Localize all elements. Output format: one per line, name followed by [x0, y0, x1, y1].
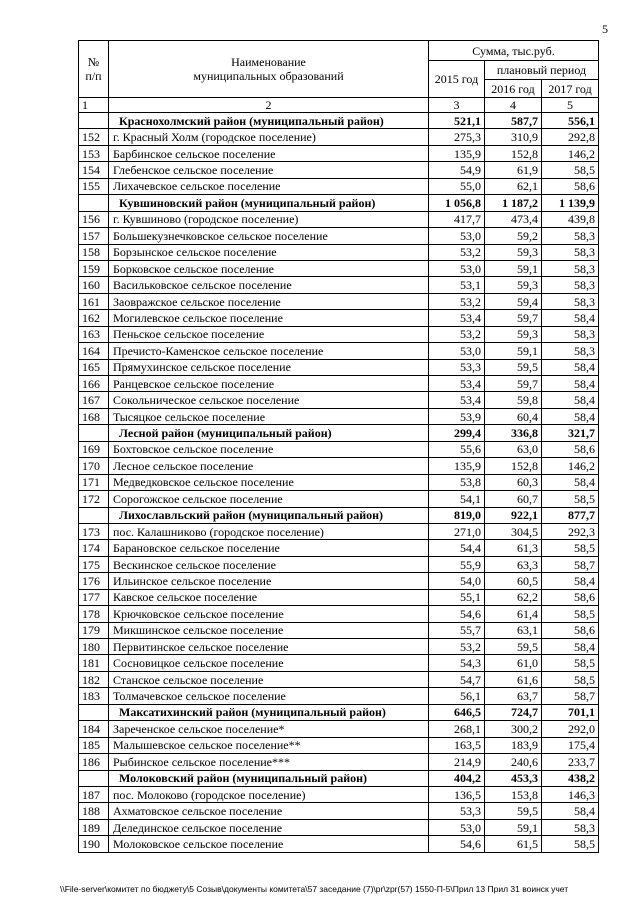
settlement-row — [79, 819, 599, 835]
row-number: 154 — [79, 162, 109, 178]
settlement-row — [79, 622, 599, 638]
row-number: 182 — [79, 671, 109, 687]
value-2015: 54,7 — [429, 671, 485, 687]
value-2016: 61,6 — [485, 671, 542, 687]
settlement-row — [79, 343, 599, 359]
settlement-row — [79, 277, 599, 293]
value-2015: 55,7 — [429, 622, 485, 638]
value-2015: 54,3 — [429, 655, 485, 671]
settlement-row — [79, 392, 599, 408]
row-number: 166 — [79, 376, 109, 392]
row-number: 172 — [79, 491, 109, 507]
value-2015: 54,6 — [429, 606, 485, 622]
value-2015: 55,6 — [429, 441, 485, 457]
col-number-2: 2 — [109, 98, 429, 113]
settlement-row — [79, 162, 599, 178]
municipality-name: Вескинское сельское поселение — [109, 556, 429, 572]
value-2017: 877,7 — [542, 507, 599, 523]
municipality-name: Сорогожское сельское поселение — [109, 491, 429, 507]
municipality-name: Лесной район (муниципальный район) — [109, 425, 429, 441]
district-total-row — [79, 704, 599, 720]
value-2017: 58,5 — [542, 655, 599, 671]
row-number — [79, 195, 109, 211]
municipality-name: Малышевское сельское поселение** — [109, 737, 429, 753]
municipality-name: Сосновицкое сельское поселение — [109, 655, 429, 671]
value-2015: 53,4 — [429, 376, 485, 392]
value-2017: 146,3 — [542, 786, 599, 802]
settlement-row — [79, 721, 599, 737]
value-2016: 304,5 — [485, 523, 542, 539]
municipality-name: Рыбинское сельское поселение*** — [109, 754, 429, 770]
value-2016: 59,5 — [485, 639, 542, 655]
value-2015: 521,1 — [429, 113, 485, 129]
header-num: № п/п — [79, 41, 109, 98]
value-2017: 58,4 — [542, 392, 599, 408]
row-number: 186 — [79, 754, 109, 770]
value-2017: 58,4 — [542, 376, 599, 392]
value-2017: 439,8 — [542, 211, 599, 227]
municipality-name: Борковское сельское поселение — [109, 260, 429, 276]
value-2017: 58,4 — [542, 310, 599, 326]
header-2016: 2016 год — [485, 80, 542, 98]
settlement-row — [79, 441, 599, 457]
settlement-row — [79, 655, 599, 671]
value-2016: 63,1 — [485, 622, 542, 638]
row-number — [79, 425, 109, 441]
municipality-name: Пеньское сельское поселение — [109, 326, 429, 342]
settlement-row — [79, 145, 599, 161]
value-2015: 53,1 — [429, 277, 485, 293]
value-2017: 58,4 — [542, 803, 599, 819]
row-number: 164 — [79, 343, 109, 359]
settlement-row — [79, 359, 599, 375]
settlement-row — [79, 129, 599, 145]
value-2016: 59,3 — [485, 244, 542, 260]
row-number: 189 — [79, 819, 109, 835]
value-2016: 63,7 — [485, 688, 542, 704]
value-2017: 58,3 — [542, 293, 599, 309]
row-number: 188 — [79, 803, 109, 819]
value-2017: 58,4 — [542, 639, 599, 655]
value-2015: 268,1 — [429, 721, 485, 737]
district-total-row — [79, 425, 599, 441]
row-number: 160 — [79, 277, 109, 293]
municipality-name: Ранцевское сельское поселение — [109, 376, 429, 392]
value-2017: 58,3 — [542, 343, 599, 359]
municipality-name: Крючковское сельское поселение — [109, 606, 429, 622]
row-number: 163 — [79, 326, 109, 342]
value-2016: 59,2 — [485, 228, 542, 244]
value-2017: 292,0 — [542, 721, 599, 737]
value-2016: 310,9 — [485, 129, 542, 145]
value-2015: 54,0 — [429, 573, 485, 589]
municipality-name: Заовражское сельское поселение — [109, 293, 429, 309]
row-number: 176 — [79, 573, 109, 589]
municipality-name: Делединское сельское поселение — [109, 819, 429, 835]
municipality-name: Зареченское сельское поселение* — [109, 721, 429, 737]
value-2015: 646,5 — [429, 704, 485, 720]
municipality-name: Тысяцкое сельское поселение — [109, 408, 429, 424]
row-number: 183 — [79, 688, 109, 704]
value-2016: 59,1 — [485, 819, 542, 835]
value-2015: 275,3 — [429, 129, 485, 145]
settlement-row — [79, 737, 599, 753]
file-path-footer: \\File-server\комитет по бюджету\5 Созыв\документы комитета\57 заседание (7)\pr\zpr(57) 1550-П-5\Прил 13 Прил 31 воинск учет — [60, 884, 569, 894]
settlement-row — [79, 523, 599, 539]
row-number: 187 — [79, 786, 109, 802]
value-2017: 58,5 — [542, 671, 599, 687]
municipality-name: г. Красный Холм (городское поселение) — [109, 129, 429, 145]
settlement-row — [79, 474, 599, 490]
value-2015: 271,0 — [429, 523, 485, 539]
municipality-name: Большекузнечковское сельское поселение — [109, 228, 429, 244]
municipality-name: Первитинское сельское поселение — [109, 639, 429, 655]
municipality-name: Ахматовское сельское поселение — [109, 803, 429, 819]
value-2015: 135,9 — [429, 145, 485, 161]
value-2015: 54,1 — [429, 491, 485, 507]
value-2016: 59,3 — [485, 326, 542, 342]
value-2016: 62,1 — [485, 178, 542, 194]
row-number: 165 — [79, 359, 109, 375]
row-number: 174 — [79, 540, 109, 556]
header-2017: 2017 год — [542, 80, 599, 98]
page-number: 5 — [602, 22, 608, 36]
value-2017: 58,5 — [542, 836, 599, 852]
settlement-row — [79, 244, 599, 260]
value-2017: 58,6 — [542, 441, 599, 457]
value-2016: 240,6 — [485, 754, 542, 770]
municipality-name: г. Кувшиново (городское поселение) — [109, 211, 429, 227]
row-number — [79, 704, 109, 720]
value-2017: 58,5 — [542, 606, 599, 622]
settlement-row — [79, 408, 599, 424]
municipality-name: Медведковское сельское поселение — [109, 474, 429, 490]
col-number-1: 1 — [79, 98, 109, 113]
value-2016: 1 187,2 — [485, 195, 542, 211]
row-number: 185 — [79, 737, 109, 753]
row-number: 181 — [79, 655, 109, 671]
row-number: 180 — [79, 639, 109, 655]
row-number: 179 — [79, 622, 109, 638]
row-number: 177 — [79, 589, 109, 605]
settlement-row — [79, 310, 599, 326]
settlement-row — [79, 178, 599, 194]
header-2015: 2015 год — [429, 61, 485, 98]
municipality-name: Глебенское сельское поселение — [109, 162, 429, 178]
settlement-row — [79, 211, 599, 227]
value-2016: 724,7 — [485, 704, 542, 720]
row-number: 169 — [79, 441, 109, 457]
settlement-row — [79, 786, 599, 802]
row-number: 167 — [79, 392, 109, 408]
value-2017: 58,4 — [542, 573, 599, 589]
value-2015: 53,4 — [429, 310, 485, 326]
value-2017: 58,3 — [542, 228, 599, 244]
value-2016: 59,3 — [485, 277, 542, 293]
value-2017: 58,4 — [542, 408, 599, 424]
value-2016: 922,1 — [485, 507, 542, 523]
value-2017: 321,7 — [542, 425, 599, 441]
value-2017: 58,3 — [542, 819, 599, 835]
value-2015: 53,4 — [429, 392, 485, 408]
municipality-name: Кувшиновский район (муниципальный район) — [109, 195, 429, 211]
value-2015: 53,0 — [429, 228, 485, 244]
value-2017: 175,4 — [542, 737, 599, 753]
district-total-row — [79, 770, 599, 786]
municipality-name: Прямухинское сельское поселение — [109, 359, 429, 375]
municipality-name: Могилевское сельское поселение — [109, 310, 429, 326]
value-2016: 63,0 — [485, 441, 542, 457]
district-total-row — [79, 507, 599, 523]
value-2017: 58,4 — [542, 359, 599, 375]
value-2015: 417,7 — [429, 211, 485, 227]
row-number — [79, 113, 109, 129]
value-2016: 60,7 — [485, 491, 542, 507]
value-2017: 58,3 — [542, 277, 599, 293]
settlement-row — [79, 639, 599, 655]
municipality-name: пос. Молоково (городское поселение) — [109, 786, 429, 802]
value-2016: 59,1 — [485, 260, 542, 276]
value-2017: 1 139,9 — [542, 195, 599, 211]
settlement-row — [79, 573, 599, 589]
municipality-name: Борзынское сельское поселение — [109, 244, 429, 260]
municipality-name: Барановское сельское поселение — [109, 540, 429, 556]
value-2016: 60,4 — [485, 408, 542, 424]
value-2016: 61,9 — [485, 162, 542, 178]
district-total-row — [79, 195, 599, 211]
value-2015: 53,0 — [429, 819, 485, 835]
row-number: 190 — [79, 836, 109, 852]
value-2015: 53,0 — [429, 343, 485, 359]
row-number: 159 — [79, 260, 109, 276]
row-number: 153 — [79, 145, 109, 161]
municipality-name: Барбинское сельское поселение — [109, 145, 429, 161]
settlement-row — [79, 803, 599, 819]
value-2017: 292,8 — [542, 129, 599, 145]
value-2016: 59,5 — [485, 803, 542, 819]
row-number: 173 — [79, 523, 109, 539]
value-2017: 58,3 — [542, 260, 599, 276]
value-2017: 701,1 — [542, 704, 599, 720]
value-2015: 55,9 — [429, 556, 485, 572]
settlement-row — [79, 671, 599, 687]
value-2016: 59,1 — [485, 343, 542, 359]
value-2016: 587,7 — [485, 113, 542, 129]
row-number: 156 — [79, 211, 109, 227]
value-2017: 233,7 — [542, 754, 599, 770]
col-number-5: 5 — [542, 98, 599, 113]
municipality-name: Микшинское сельское поселение — [109, 622, 429, 638]
value-2015: 54,6 — [429, 836, 485, 852]
value-2016: 61,0 — [485, 655, 542, 671]
column-numbers-row — [79, 98, 599, 113]
value-2017: 292,3 — [542, 523, 599, 539]
value-2016: 59,8 — [485, 392, 542, 408]
settlement-row — [79, 540, 599, 556]
municipality-name: Сокольническое сельское поселение — [109, 392, 429, 408]
municipality-name: Лихославльский район (муниципальный район) — [109, 507, 429, 523]
value-2016: 59,7 — [485, 310, 542, 326]
settlement-row — [79, 491, 599, 507]
value-2016: 153,8 — [485, 786, 542, 802]
value-2015: 53,2 — [429, 639, 485, 655]
value-2017: 58,7 — [542, 556, 599, 572]
value-2016: 61,5 — [485, 836, 542, 852]
row-number: 175 — [79, 556, 109, 572]
header-plan-period: плановый период — [485, 61, 599, 80]
settlement-row — [79, 589, 599, 605]
value-2017: 58,5 — [542, 491, 599, 507]
value-2016: 183,9 — [485, 737, 542, 753]
district-total-row — [79, 113, 599, 129]
value-2016: 152,8 — [485, 145, 542, 161]
value-2015: 55,0 — [429, 178, 485, 194]
row-number: 178 — [79, 606, 109, 622]
settlement-row — [79, 376, 599, 392]
value-2015: 53,8 — [429, 474, 485, 490]
municipality-name: Толмачевское сельское поселение — [109, 688, 429, 704]
row-number: 170 — [79, 458, 109, 474]
row-number: 168 — [79, 408, 109, 424]
row-number — [79, 770, 109, 786]
value-2015: 53,9 — [429, 408, 485, 424]
value-2016: 59,7 — [485, 376, 542, 392]
value-2016: 60,3 — [485, 474, 542, 490]
row-number: 171 — [79, 474, 109, 490]
value-2015: 135,9 — [429, 458, 485, 474]
value-2015: 53,2 — [429, 293, 485, 309]
municipality-name: пос. Калашниково (городское поселение) — [109, 523, 429, 539]
budget-table — [78, 40, 599, 853]
value-2017: 58,5 — [542, 540, 599, 556]
col-number-3: 3 — [429, 98, 485, 113]
row-number: 155 — [79, 178, 109, 194]
value-2016: 61,4 — [485, 606, 542, 622]
value-2017: 58,5 — [542, 162, 599, 178]
value-2015: 53,2 — [429, 244, 485, 260]
row-number: 158 — [79, 244, 109, 260]
settlement-row — [79, 754, 599, 770]
value-2016: 59,4 — [485, 293, 542, 309]
value-2016: 473,4 — [485, 211, 542, 227]
municipality-name: Максатихинский район (муниципальный район) — [109, 704, 429, 720]
settlement-row — [79, 260, 599, 276]
value-2015: 299,4 — [429, 425, 485, 441]
header-sum: Сумма, тыс.руб. — [429, 41, 599, 61]
settlement-row — [79, 458, 599, 474]
value-2015: 56,1 — [429, 688, 485, 704]
value-2015: 53,0 — [429, 260, 485, 276]
settlement-row — [79, 556, 599, 572]
value-2015: 214,9 — [429, 754, 485, 770]
header-name: Наименование муниципальных образований — [109, 41, 429, 98]
value-2017: 146,2 — [542, 458, 599, 474]
value-2015: 163,5 — [429, 737, 485, 753]
value-2016: 336,8 — [485, 425, 542, 441]
value-2015: 404,2 — [429, 770, 485, 786]
municipality-name: Васильковское сельское поселение — [109, 277, 429, 293]
value-2015: 53,3 — [429, 359, 485, 375]
value-2015: 53,2 — [429, 326, 485, 342]
row-number: 157 — [79, 228, 109, 244]
value-2017: 58,7 — [542, 688, 599, 704]
value-2016: 152,8 — [485, 458, 542, 474]
value-2017: 146,2 — [542, 145, 599, 161]
value-2016: 300,2 — [485, 721, 542, 737]
row-number: 162 — [79, 310, 109, 326]
value-2017: 58,6 — [542, 178, 599, 194]
value-2017: 556,1 — [542, 113, 599, 129]
value-2017: 58,3 — [542, 244, 599, 260]
municipality-name: Бохтовское сельское поселение — [109, 441, 429, 457]
settlement-row — [79, 836, 599, 852]
value-2017: 438,2 — [542, 770, 599, 786]
col-number-4: 4 — [485, 98, 542, 113]
municipality-name: Молоковское сельское поселение — [109, 836, 429, 852]
value-2015: 54,4 — [429, 540, 485, 556]
municipality-name: Пречисто-Каменское сельское поселение — [109, 343, 429, 359]
municipality-name: Молоковский район (муниципальный район) — [109, 770, 429, 786]
value-2017: 58,3 — [542, 326, 599, 342]
value-2017: 58,6 — [542, 622, 599, 638]
value-2017: 58,4 — [542, 474, 599, 490]
value-2015: 55,1 — [429, 589, 485, 605]
municipality-name: Ильинское сельское поселение — [109, 573, 429, 589]
value-2016: 453,3 — [485, 770, 542, 786]
row-number — [79, 507, 109, 523]
municipality-name: Кавское сельское поселение — [109, 589, 429, 605]
row-number: 152 — [79, 129, 109, 145]
value-2016: 62,2 — [485, 589, 542, 605]
municipality-name: Краснохолмский район (муниципальный район) — [109, 113, 429, 129]
value-2016: 60,5 — [485, 573, 542, 589]
municipality-name: Лихачевское сельское поселение — [109, 178, 429, 194]
row-number: 161 — [79, 293, 109, 309]
settlement-row — [79, 606, 599, 622]
settlement-row — [79, 293, 599, 309]
municipality-name: Лесное сельское поселение — [109, 458, 429, 474]
value-2015: 819,0 — [429, 507, 485, 523]
value-2015: 54,9 — [429, 162, 485, 178]
value-2016: 63,3 — [485, 556, 542, 572]
value-2016: 61,3 — [485, 540, 542, 556]
settlement-row — [79, 326, 599, 342]
value-2015: 53,3 — [429, 803, 485, 819]
municipality-name: Станское сельское поселение — [109, 671, 429, 687]
settlement-row — [79, 688, 599, 704]
value-2015: 136,5 — [429, 786, 485, 802]
value-2016: 59,5 — [485, 359, 542, 375]
settlement-row — [79, 228, 599, 244]
value-2017: 58,6 — [542, 589, 599, 605]
row-number: 184 — [79, 721, 109, 737]
value-2015: 1 056,8 — [429, 195, 485, 211]
